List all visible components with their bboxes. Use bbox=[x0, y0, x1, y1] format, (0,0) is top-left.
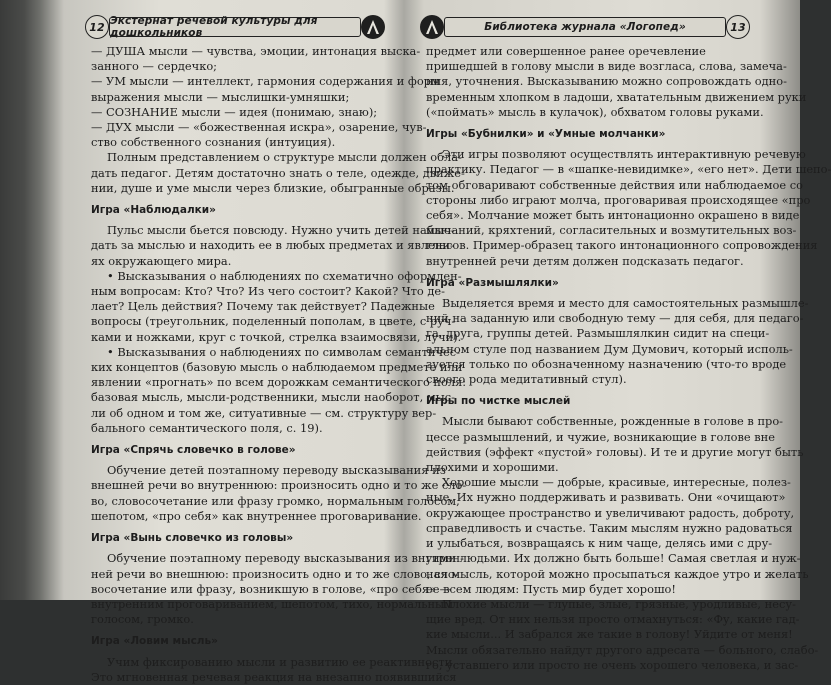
right-page-text bbox=[420, 44, 831, 673]
text-line: предмет или совершенное ранее оречевление bbox=[426, 44, 706, 58]
text-line: том обговаривают собственные действия или наблюдаемое со bbox=[426, 177, 803, 192]
section-heading: Игра «Наблюдалки» bbox=[91, 204, 216, 217]
text-line: дать педагог. Детям достаточно знать о теле, одежде, движе- bbox=[91, 165, 465, 180]
text-line: себя». Молчание может быть интонационно окрашено в виде bbox=[426, 208, 800, 223]
section-heading: Игры по чистке мыслей bbox=[426, 395, 571, 408]
text-line: шепотом, «про себя» как внутреннее проговаривание. bbox=[91, 508, 422, 523]
text-line: — ДУХ мысли — «божественная искра», озарение, чув- bbox=[91, 120, 427, 135]
text-line: Обучение детей поэтапному переводу высказывания из bbox=[107, 463, 446, 478]
section-heading: Игры «Бубнилки» и «Умные молчанки» bbox=[426, 128, 666, 141]
text-line: Эти игры позволяют осуществлять интерактивную речевую bbox=[442, 147, 806, 162]
text-line: ней речи во внешнюю: произносить одно и то же слово, сло- bbox=[91, 566, 459, 581]
text-line: ная мысль, которой можно просыпаться каждое утро и желать bbox=[426, 566, 809, 581]
text-line: стороны либо играют молча, проговаривая происходящее «про bbox=[426, 192, 811, 207]
text-line: гласов. Пример-образец такого интонационного сопровождения bbox=[426, 238, 818, 253]
text-line: ным вопросам: Кто? Что? Из чего состоит? Какой? Что де- bbox=[91, 284, 446, 299]
text-line: и улыбаться, возвращаясь к ним чаще, делясь ими с дру- bbox=[426, 536, 773, 551]
section-heading: Игра «Ловим мысль» bbox=[91, 635, 218, 648]
logo-icon bbox=[420, 15, 444, 39]
text-line: во, словосочетание или фразу громко, нормальным голосом, bbox=[91, 493, 460, 508]
left-page bbox=[55, 0, 467, 684]
text-line: справедливость и счастье. Таким мыслям нужно радоваться bbox=[426, 520, 793, 535]
text-line: дать за мыслью и находить ее в любых предметах и явлени- bbox=[91, 238, 454, 253]
left-page-text bbox=[55, 44, 467, 685]
text-line: Полным представлением о структуре мысли должен обла- bbox=[107, 150, 462, 165]
header-title: Библиотека журнала «Логопед» bbox=[444, 17, 726, 37]
text-line: своего рода медитативный стул). bbox=[426, 372, 627, 387]
text-line: ких концептов (базовую мысль о наблюдаемом предмете или bbox=[91, 360, 463, 375]
text-line: действия (эффект «пустой» головы). И те и другие могут быть bbox=[426, 444, 804, 459]
text-line: ях окружающего мира. bbox=[91, 253, 232, 268]
section-heading: Игра «Размышлялки» bbox=[426, 276, 559, 289]
text-line: Хорошие мысли — добрые, красивые, интересные, полез- bbox=[442, 475, 791, 490]
text-line: цессе размышлений, и чужие, возникающие в голове вне bbox=[426, 429, 775, 444]
text-line: ство собственного сознания (интуиция). bbox=[91, 135, 336, 150]
text-line: плохими и хорошими. bbox=[426, 460, 559, 475]
text-line: • Высказывания о наблюдениях по схематично оформлен- bbox=[107, 268, 462, 283]
left-running-header bbox=[85, 14, 385, 40]
text-line: Мысли обязательно найдут другого адресата — больного, слабо- bbox=[426, 642, 819, 657]
text-line: мычаний, кряхтений, согласительных и возмутительных воз- bbox=[426, 223, 797, 238]
text-line: ний на заданную или свободную тему — для себя, для педаго- bbox=[426, 311, 804, 326]
logo-icon bbox=[361, 15, 385, 39]
text-line: лает? Цель действия? Почему так действует? Падежные bbox=[91, 299, 435, 314]
text-line: зуется только по обозначенному назначению (что-то вроде bbox=[426, 356, 787, 371]
text-line: го, уставшего или просто не очень хорошего человека, и зас- bbox=[426, 657, 799, 672]
right-running-header bbox=[420, 14, 750, 40]
text-line: внешней речи во внутреннюю: произносить одно и то же сло- bbox=[91, 478, 467, 493]
text-line: — ДУША мысли — чувства, эмоции, интонация выска- bbox=[91, 44, 421, 58]
text-line: занного — сердечко; bbox=[91, 59, 218, 74]
text-line: Обучение поэтапному переводу высказывания из внутрен- bbox=[107, 551, 464, 566]
text-line: ния, уточнения. Высказыванию можно сопровождать одно- bbox=[426, 74, 787, 89]
section-heading: Игра «Спрячь словечко в голове» bbox=[91, 444, 296, 457]
text-line: явлении «прогнать» по всем дорожкам семантического поля: bbox=[91, 375, 467, 390]
text-line: альном стуле под названием Дум Думович, который исполь- bbox=[426, 341, 793, 356]
text-line: • Высказывания о наблюдениях по символам семантичес- bbox=[107, 344, 461, 359]
text-line: кие мысли... И забрался же такие в голову! Уйдите от меня! bbox=[426, 627, 793, 642]
page-number: 12 bbox=[85, 15, 109, 39]
text-line: ками и ножками, круг с точкой, стрелка взаимосвязи, лучи). bbox=[91, 329, 462, 344]
text-line: Мысли бывают собственные, рожденные в голове в про- bbox=[442, 414, 784, 429]
text-line: («поймать» мысль в кулачок), обхватом головы руками. bbox=[426, 104, 764, 119]
text-line: базовая мысль, мысли-родственники, мысли наоборот, мыс- bbox=[91, 390, 455, 405]
text-line: ее всем людям: Пусть мир будет хорошо! bbox=[426, 581, 676, 596]
text-line: восочетание или фразу, возникшую в голове, «про себя» — bbox=[91, 581, 452, 596]
text-line: Пульс мысли бьется повсюду. Нужно учить детей наблю- bbox=[107, 223, 455, 238]
page-number: 13 bbox=[726, 15, 750, 39]
text-line: пришедшей в голову мысли в виде возгласа, слова, замеча- bbox=[426, 59, 787, 74]
text-line: вопросы (треугольник, поделенный пополам, в цвете, с руч- bbox=[91, 314, 456, 329]
text-line: — СОЗНАНИЕ мысли — идея (понимаю, знаю); bbox=[91, 104, 378, 119]
text-line: га, друга, группы детей. Размышлялкин сидит на специ- bbox=[426, 326, 770, 341]
header-title: Экстернат речевой культуры для дошкольников bbox=[109, 17, 361, 37]
right-page bbox=[420, 0, 831, 672]
section-heading: Игра «Вынь словечко из головы» bbox=[91, 532, 294, 545]
text-line: выражения мысли — мыслишки-умняшки; bbox=[91, 89, 350, 104]
text-line: ли об одном и том же, ситуативные — см. структуру вер- bbox=[91, 405, 437, 420]
text-line: временным хлопком в ладоши, хватательным движением руки bbox=[426, 89, 807, 104]
text-line: щие вред. От них нельзя просто отмахнуться: «Фу, какие гад- bbox=[426, 612, 800, 627]
text-line: — УМ мысли — интеллект, гармония содержания и форм bbox=[91, 74, 440, 89]
text-line: практику. Педагог — в «шапке-невидимке», «его нет». Дети шепо- bbox=[426, 162, 831, 177]
text-line: Выделяется время и место для самостоятельных размышле- bbox=[442, 296, 809, 311]
text-line: ные. Их нужно поддерживать и развивать. Они «очищают» bbox=[426, 490, 786, 505]
text-line: Плохие мысли — глупые, злые, грязные, уродливые, несу- bbox=[442, 596, 796, 611]
text-line: окружающее пространство и увеличивают радость, доброту, bbox=[426, 505, 795, 520]
text-line: внутренней речи детям должен подсказать педагог. bbox=[426, 253, 744, 268]
text-line: бального семантического поля, с. 19). bbox=[91, 420, 323, 435]
text-line: внутренним проговариванием, шепотом, тихо, нормальным bbox=[91, 596, 453, 611]
text-line: нии, душе и уме мысли через близкие, обыгранные образы. bbox=[91, 180, 455, 195]
text-line: Учим фиксированию мысли и развитию ее реактивности. bbox=[107, 654, 456, 669]
text-line: Это мгновенная речевая реакция на внезапно появившийся bbox=[91, 669, 457, 684]
text-line: гими людьми. Их должно быть больше! Самая светлая и нуж- bbox=[426, 551, 801, 566]
text-line: голосом, громко. bbox=[91, 612, 194, 627]
